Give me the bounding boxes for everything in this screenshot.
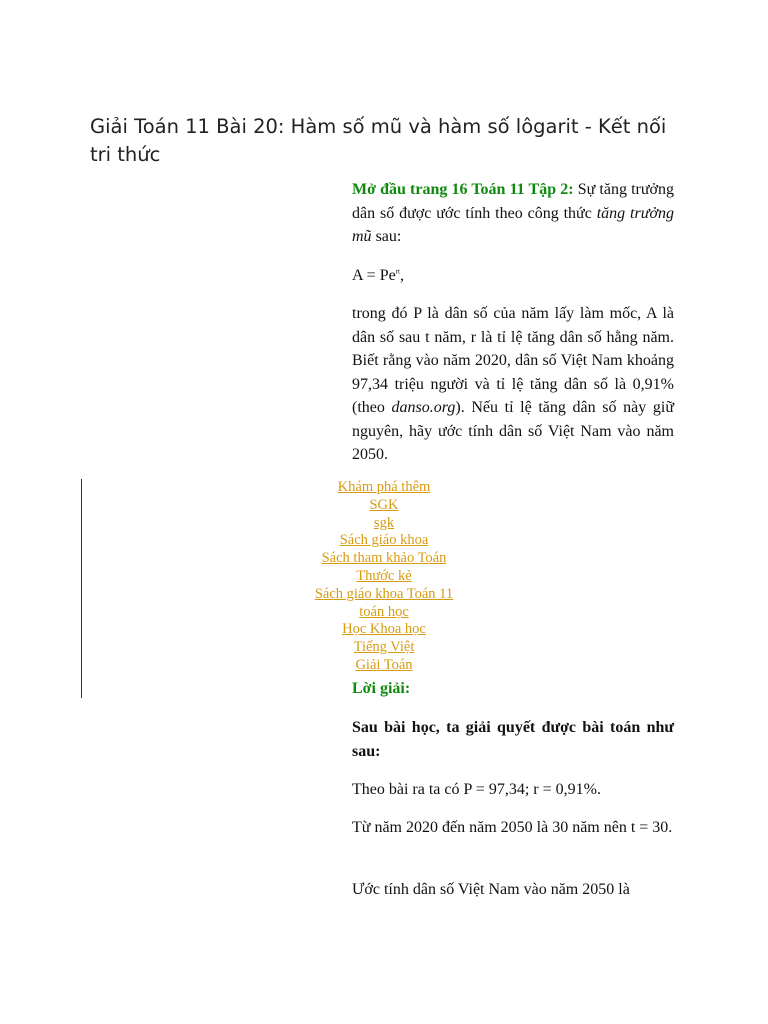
intro-italic: tăng trưởng mũ (352, 204, 674, 245)
related-links (290, 479, 478, 675)
solution-line-1-text: Theo bài ra ta có P = 97,34; r = 0,91%. (352, 781, 601, 798)
vertical-divider (81, 479, 82, 698)
link-sach-tham-khao-toan[interactable]: Sách tham khảo Toán (321, 550, 447, 567)
solution-subheading (352, 716, 674, 763)
solution-line-3-text: Ước tính dân số Việt Nam vào năm 2050 là (352, 881, 630, 898)
link-sach-giao-khoa-toan-11[interactable]: Sách giáo khoa Toán 11 (314, 585, 454, 602)
intro-heading: Mở đầu trang 16 Toán 11 Tập 2: (352, 181, 574, 198)
link-sgk-upper[interactable]: SGK (369, 496, 399, 513)
problem-text-after: ). Nếu tỉ lệ tăng dân số này giữ nguyên, hãy ước tính dân số Việt Nam vào năm 2050. (352, 399, 675, 463)
page-title: Giải Toán 11 Bài 20: Hàm số mũ và hàm số lôgarit - Kết nối tri thức (90, 115, 667, 166)
solution-subheading-text: Sau bài học, ta giải quyết được bài toán như sau: (352, 719, 674, 760)
link-hoc-khoa-hoc[interactable]: Học Khoa học (342, 621, 426, 638)
intro-paragraph (352, 178, 674, 249)
solution-heading: Lời giải: (352, 680, 411, 697)
link-kham-pha-them[interactable]: Khám phá thêm (337, 479, 431, 495)
formula-tail: , (399, 267, 404, 284)
problem-paragraph (352, 302, 674, 467)
problem-text-before: trong đó P là dân số của năm lấy làm mốc, A là dân số sau t năm, r là tỉ lệ tăng dân số hằng năm. Biết rằng vào năm 2020, dân số Việt Nam khoảng 97,34 triệu người và tỉ lệ tăng dân số là 0,91% (theo (352, 305, 674, 416)
link-giai-toan[interactable]: Giải Toán (355, 656, 413, 673)
solution-line-2-text: Từ năm 2020 đến năm 2050 là 30 năm nên t = 30. (352, 819, 673, 836)
formula (352, 264, 674, 288)
intro-text-after: sau: (371, 228, 402, 245)
link-toan-hoc[interactable]: toán học (359, 603, 409, 620)
link-tieng-viet[interactable]: Tiếng Việt (353, 639, 415, 656)
formula-base: A = Pe (352, 267, 396, 284)
solution-line-3 (352, 878, 674, 902)
formula-exponent: rt (395, 267, 400, 276)
solution-heading-block (352, 677, 674, 701)
link-thuoc-ke[interactable]: Thước kẻ (356, 567, 412, 584)
solution-line-2 (352, 816, 674, 840)
problem-source: danso.org (391, 399, 456, 416)
link-sgk-lower[interactable]: sgk (373, 514, 395, 531)
intro-text-before: Sự tăng trưởng dân số được ước tính theo công thức (352, 181, 675, 222)
link-sach-giao-khoa[interactable]: Sách giáo khoa (339, 532, 429, 549)
solution-line-1 (352, 778, 674, 802)
